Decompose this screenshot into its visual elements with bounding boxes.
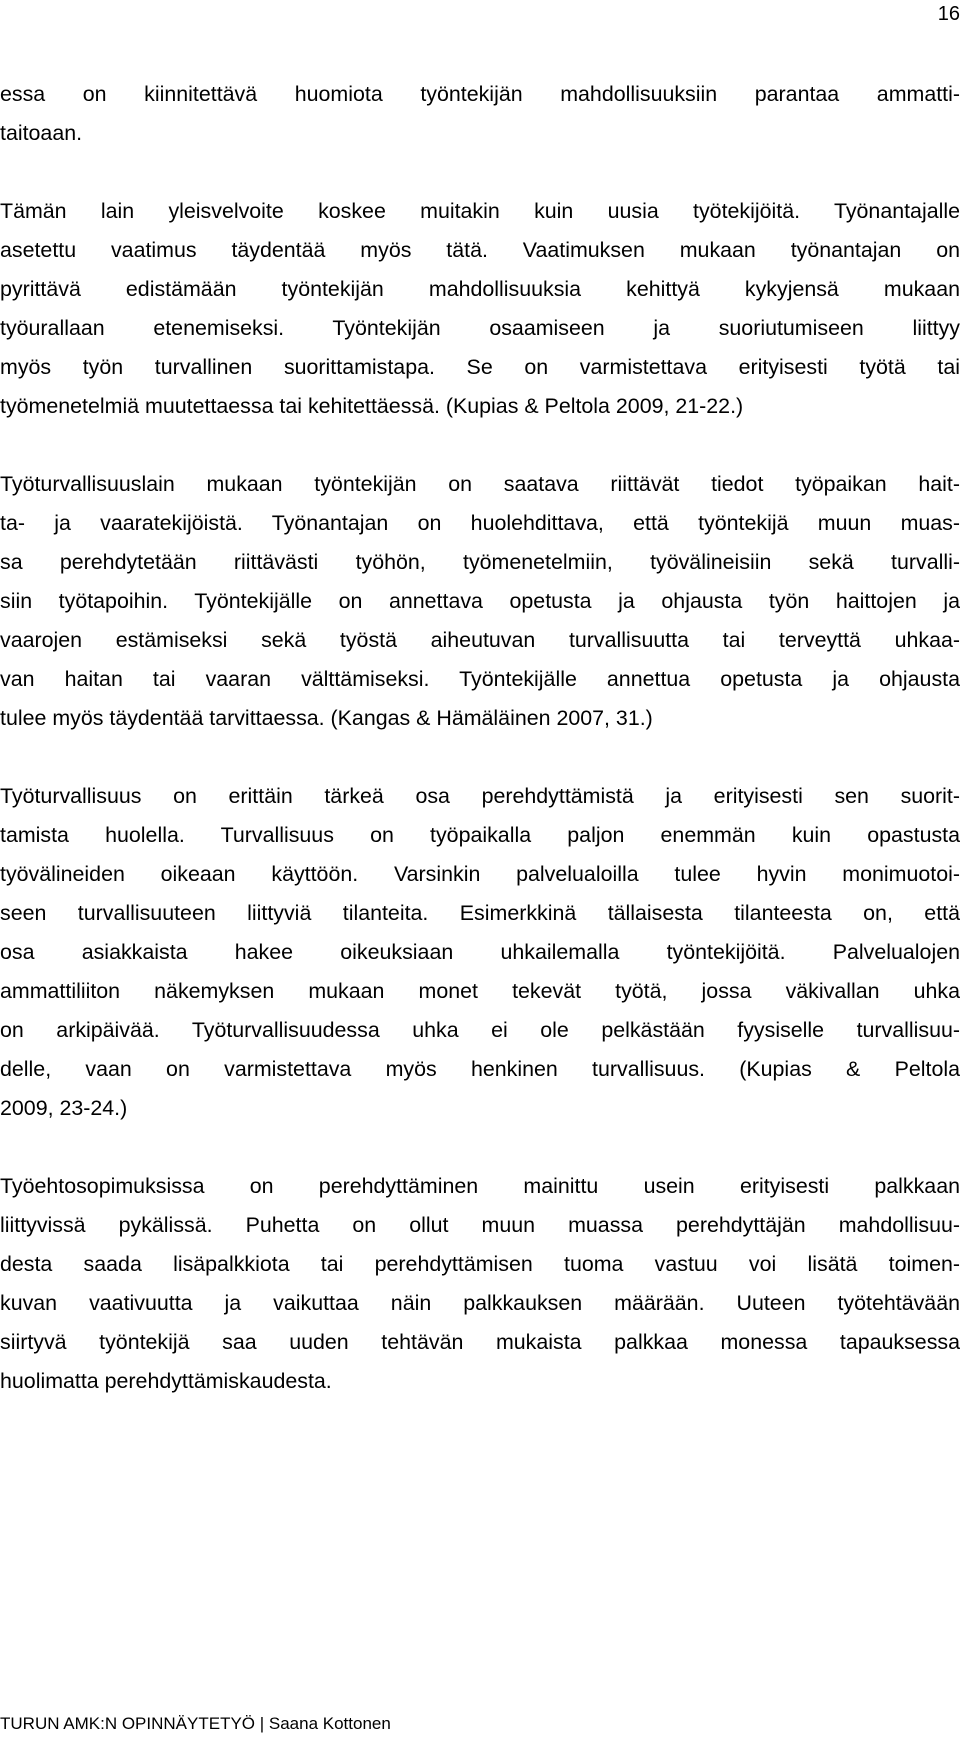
text-line: osa asiakkaista hakee oikeuksiaan uhkailemalla työntekijöitä. Palvelualojen bbox=[0, 940, 960, 964]
text-line: Työturvallisuuslain mukaan työntekijän on saatava riittävät tiedot työpaikan hait- bbox=[0, 472, 960, 496]
text-line: työvälineiden oikeaan käyttöön. Varsinkin palvelualoilla tulee hyvin monimuotoi- bbox=[0, 862, 960, 886]
text-line: taitoaan. bbox=[0, 121, 83, 145]
text-line: sa perehdytetään riittävästi työhön, työmenetelmiin, työvälineisiin sekä turvalli- bbox=[0, 550, 960, 574]
text-line: ta- ja vaaratekijöistä. Työnantajan on huolehdittava, että työntekijä muun muas- bbox=[0, 511, 960, 535]
paragraph bbox=[0, 1167, 960, 1401]
text-line: tulee myös täydentää tarvittaessa. (Kangas & Hämäläinen 2007, 31.) bbox=[0, 706, 653, 730]
page-footer: TURUN AMK:N OPINNÄYTETYÖ | Saana Kottonen bbox=[0, 1714, 391, 1733]
text-line: 2009, 23-24.) bbox=[0, 1096, 128, 1120]
text-line: kuvan vaativuutta ja vaikuttaa näin palkkauksen määrään. Uuteen työtehtävään bbox=[0, 1291, 960, 1315]
paragraph bbox=[0, 75, 960, 153]
text-line: Tämän lain yleisvelvoite koskee muitakin kuin uusia työtekijöitä. Työnantajalle bbox=[0, 199, 960, 223]
text-line: pyrittävä edistämään työntekijän mahdollisuuksia kehittyä kykyjensä mukaan bbox=[0, 277, 960, 301]
page-number: 16 bbox=[937, 3, 960, 25]
text-line: van haitan tai vaaran välttämiseksi. Työntekijälle annettua opetusta ja ohjausta bbox=[0, 667, 960, 691]
text-line: essa on kiinnitettävä huomiota työntekijän mahdollisuuksiin parantaa ammatti- bbox=[0, 82, 960, 106]
text-line: asetettu vaatimus täydentää myös tätä. Vaatimuksen mukaan työnantajan on bbox=[0, 238, 960, 262]
text-line: huolimatta perehdyttämiskaudesta. bbox=[0, 1369, 332, 1393]
text-line: seen turvallisuuteen liittyviä tilanteita. Esimerkkinä tällaisesta tilanteesta on, että bbox=[0, 901, 960, 925]
paragraph bbox=[0, 192, 960, 426]
text-line: ammattiliiton näkemyksen mukaan monet tekevät työtä, jossa väkivallan uhka bbox=[0, 979, 960, 1003]
text-line: vaarojen estämiseksi sekä työstä aiheutuvan turvallisuutta tai terveyttä uhkaa- bbox=[0, 628, 960, 652]
text-line: desta saada lisäpalkkiota tai perehdyttämisen tuoma vastuu voi lisätä toimen- bbox=[0, 1252, 960, 1276]
text-line: delle, vaan on varmistettava myös henkinen turvallisuus. (Kupias & Peltola bbox=[0, 1057, 960, 1081]
paragraph bbox=[0, 465, 960, 738]
paragraph bbox=[0, 777, 960, 1128]
text-line: on arkipäivää. Työturvallisuudessa uhka ei ole pelkästään fyysiselle turvallisuu- bbox=[0, 1018, 960, 1042]
text-line: siin työtapoihin. Työntekijälle on annettava opetusta ja ohjausta työn haittojen ja bbox=[0, 589, 960, 613]
text-line: työmenetelmiä muutettaessa tai kehitettäessä. (Kupias & Peltola 2009, 21-22.) bbox=[0, 394, 744, 418]
text-line: Työturvallisuus on erittäin tärkeä osa perehdyttämistä ja erityisesti sen suorit- bbox=[0, 784, 960, 808]
text-line: Työehtosopimuksissa on perehdyttäminen mainittu usein erityisesti palkkaan bbox=[0, 1174, 960, 1198]
text-line: tamista huolella. Turvallisuus on työpaikalla paljon enemmän kuin opastusta bbox=[0, 823, 960, 847]
text-line: liittyvissä pykälissä. Puhetta on ollut muun muassa perehdyttäjän mahdollisuu- bbox=[0, 1213, 960, 1237]
text-line: työurallaan etenemiseksi. Työntekijän osaamiseen ja suoriutumiseen liittyy bbox=[0, 316, 960, 340]
document-body bbox=[0, 75, 960, 1401]
text-line: myös työn turvallinen suorittamistapa. Se on varmistettava erityisesti työtä tai bbox=[0, 355, 960, 379]
text-line: siirtyvä työntekijä saa uuden tehtävän mukaista palkkaa monessa tapauksessa bbox=[0, 1330, 960, 1354]
